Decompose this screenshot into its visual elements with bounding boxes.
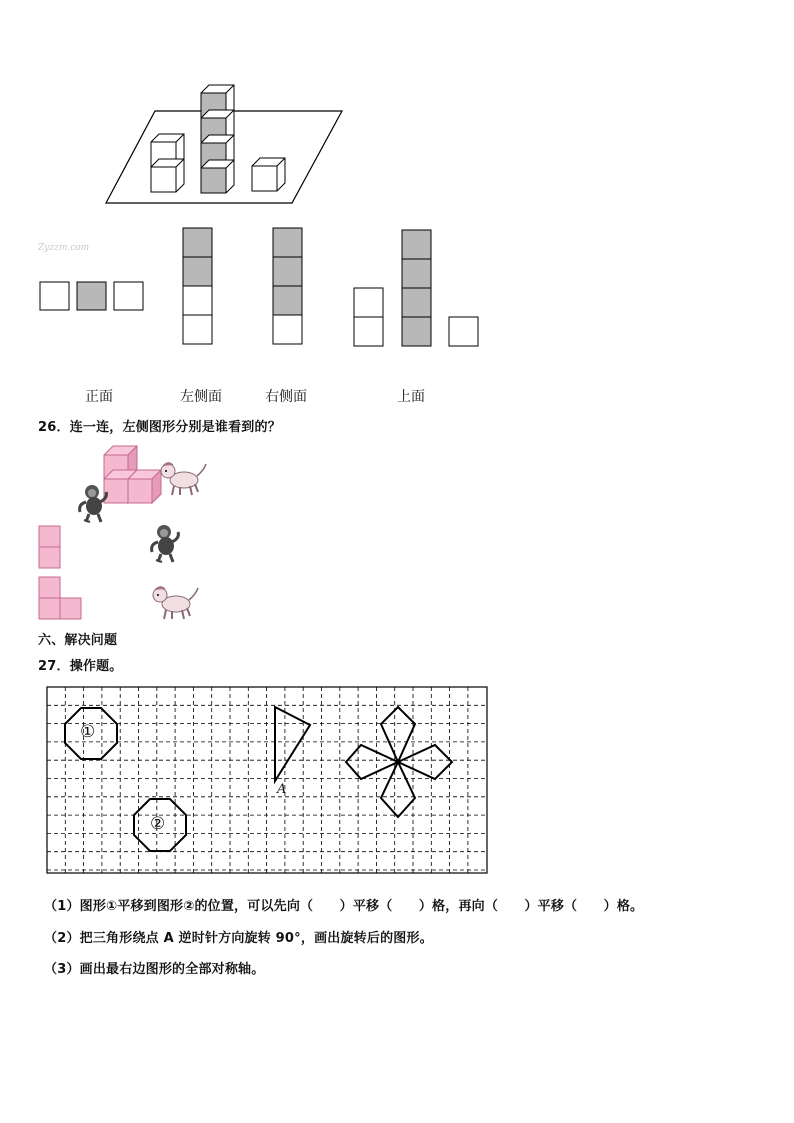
front-view: [40, 282, 143, 310]
dog-viewer-top: [161, 463, 206, 495]
left-stack: [151, 134, 184, 192]
q27-sub1: （1）图形①平移到图形②的位置，可以先向（ ）平移（ ）格，再向（ ）平移（ ）格。: [44, 899, 644, 914]
pink-cube-solid: [104, 446, 161, 503]
top-view: [354, 230, 478, 346]
shape-l-squares: [39, 577, 81, 619]
watermark-text: Zyzzm.com: [38, 243, 90, 253]
left-side-view: [183, 228, 212, 344]
shape-label-2: ②: [150, 814, 166, 834]
dog-option: [153, 587, 198, 619]
q26-title: 26．连一连，左侧图形分别是谁看到的？: [38, 420, 281, 435]
shape-label-1: ①: [80, 722, 96, 742]
label-left-side: 左侧面: [180, 389, 222, 405]
q27-title: 27．操作题。: [38, 659, 123, 674]
section-6-title: 六、解决问题: [38, 633, 118, 648]
q26-figure: [0, 440, 260, 630]
monkey-option: [152, 525, 179, 562]
right-side-view: [273, 228, 302, 344]
monkey-viewer-top: [80, 485, 107, 522]
point-a-label: A: [277, 782, 287, 797]
label-right-side: 右侧面: [265, 389, 307, 405]
shape-two-squares: [39, 526, 60, 568]
single-cube: [252, 158, 285, 191]
cube-arrangement-figure: [0, 0, 794, 420]
label-front: 正面: [85, 389, 113, 405]
flower-center-point: [396, 760, 400, 764]
q27-grid-figure: [0, 680, 520, 880]
tall-stack: [201, 85, 234, 193]
q27-sub3: （3）画出最右边图形的全部对称轴。: [44, 962, 265, 977]
q27-sub2: （2）把三角形绕点 A 逆时针方向旋转 90°，画出旋转后的图形。: [44, 931, 433, 946]
label-top: 上面: [397, 389, 425, 405]
triangle: [275, 707, 310, 781]
dashed-grid: [47, 687, 487, 873]
